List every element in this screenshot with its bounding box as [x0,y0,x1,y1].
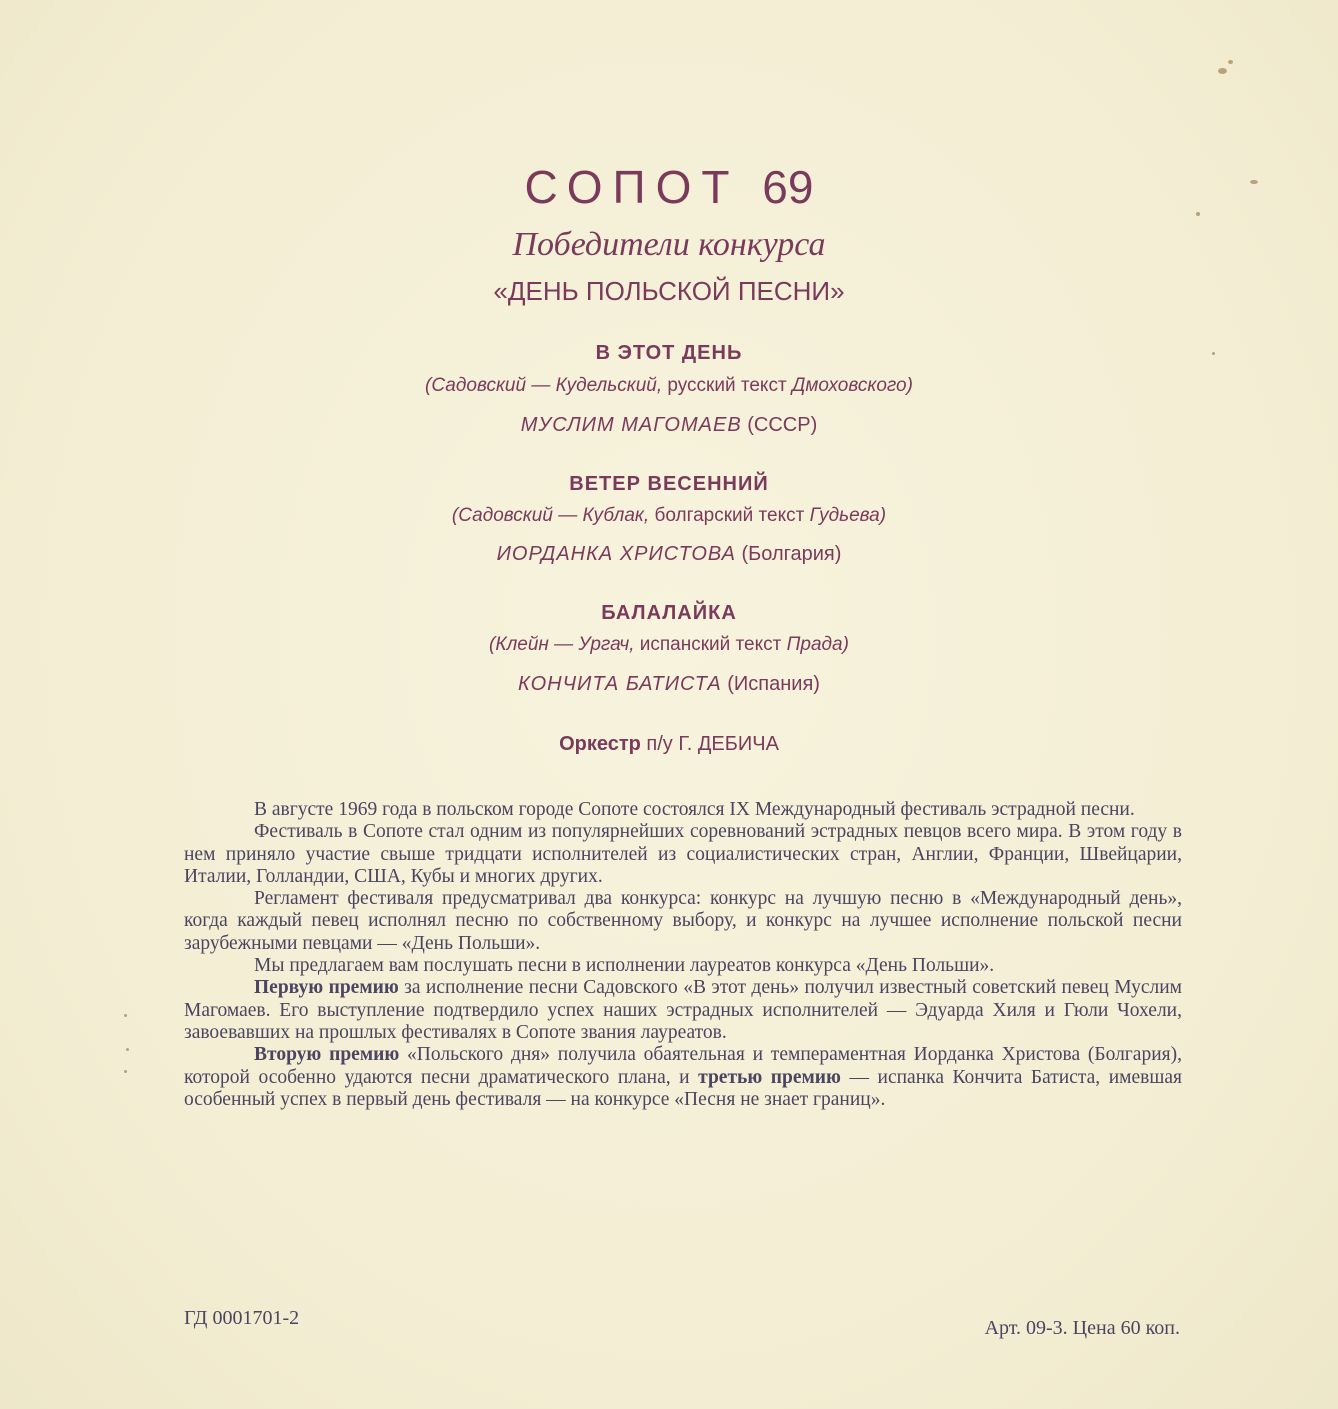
paragraph-text: — испанка Кончита Батиста, имевшая особенный успех в первый день фестиваля — на конкурсе «Песня не знает границ». [184,1066,1183,1110]
song-performer [0,673,1338,696]
performer-name: МУСЛИМ МАГОМАЕВ [520,414,742,436]
paragraph: В августе 1969 года в польском городе Сопоте состоялся IX Международный фестиваль эстрадной песни. [254,799,1135,820]
song-title: В ЭТОТ ДЕНЬ [595,342,743,364]
performer-country: (Болгария) [741,543,842,565]
song-performer [0,414,1338,437]
song-text-label: испанский текст [639,634,782,655]
paragraph: Мы предлагаем вам послушать песни в исполнении лауреатов конкурса «День Польши». [254,955,995,977]
song-credits [0,634,1338,656]
paragraph-text: «Польского дня» получила обаятельная и темпераментная Иорданка Христова (Болгария), которой особенно удаются песни драматического плана, и [184,1044,1182,1088]
liner-notes [184,799,1182,1111]
paragraph [184,977,1182,1044]
paper-speck [1218,68,1227,74]
paper-speck [126,1048,129,1051]
page-title [0,160,1338,214]
performer-country: (СССР) [747,414,818,436]
orchestra-conductor: п/у Г. ДЕБИЧА [646,733,779,755]
song-performer [0,543,1338,566]
paragraph [184,1044,1182,1111]
song-translator: Гудьева) [809,505,887,526]
title-year: 69 [762,161,814,213]
title-word: СОПОТ [524,161,740,213]
song-translator: Прада) [786,634,849,655]
song-authors: (Садовский — Кублак, [451,505,650,526]
event-name: «ДЕНЬ ПОЛЬСКОЙ ПЕСНИ» [493,276,845,306]
song-credits [0,375,1338,397]
song-title: ВЕТЕР ВЕСЕННИЙ [569,473,769,495]
paragraph: Фестиваль в Сопоте стал одним из популярнейших соревнований эстрадных певцов всего мира. В этом году в нем приняло участие свыше тридцати исполнителей из социалистических стран, Англии, Франции, Швейцарии, Италии, Голландии, США, Кубы и многих других. [184,821,1182,887]
song-text-label: русский текст [667,375,787,396]
performer-country: (Испания) [727,673,820,695]
first-prize-label: Первую премию [254,977,399,999]
performer-name: ИОРДАНКА ХРИСТОВА [496,543,736,565]
paragraph-text: за исполнение песни Садовского «В этот день» получил известный советский певец Муслим Магомаев. Его выступление подтвердило успех наших эстрадных исполнителей — Эдуарда Хиля и Гюли Чохели, завоевавших на прошлых фестивалях в Сопоте звания лауреатов. [184,977,1182,1043]
price-label: Арт. 09-3. Цена 60 коп. [984,1317,1180,1339]
song-translator: Дмоховского) [791,375,913,396]
third-prize-label: третью премию [698,1066,841,1088]
song-credits [0,505,1338,527]
paper-speck [1228,60,1233,64]
paper-speck [124,1014,127,1017]
song-authors: (Клейн — Ургач, [489,634,635,655]
subtitle: Победители конкурса [512,226,826,263]
orchestra-label: Оркестр [559,733,641,755]
song-text-label: болгарский текст [654,505,805,526]
song-authors: (Садовский — Кудельский, [425,375,663,396]
paragraph: Регламент фестиваля предусматривал два конкурса: конкурс на лучшую песню в «Международный день», когда каждый певец исполнял песню по собственному выбору, и конкурс на лучшее исполнение польской песни зарубежными певцами — «День Польши». [184,888,1182,954]
catalog-number: ГД 0001701-2 [184,1307,300,1329]
orchestra-credit [0,733,1338,756]
second-prize-label: Вторую премию [254,1044,400,1066]
performer-name: КОНЧИТА БАТИСТА [518,673,722,695]
song-title: БАЛАЛАЙКА [601,602,737,624]
paper-speck [124,1070,127,1073]
